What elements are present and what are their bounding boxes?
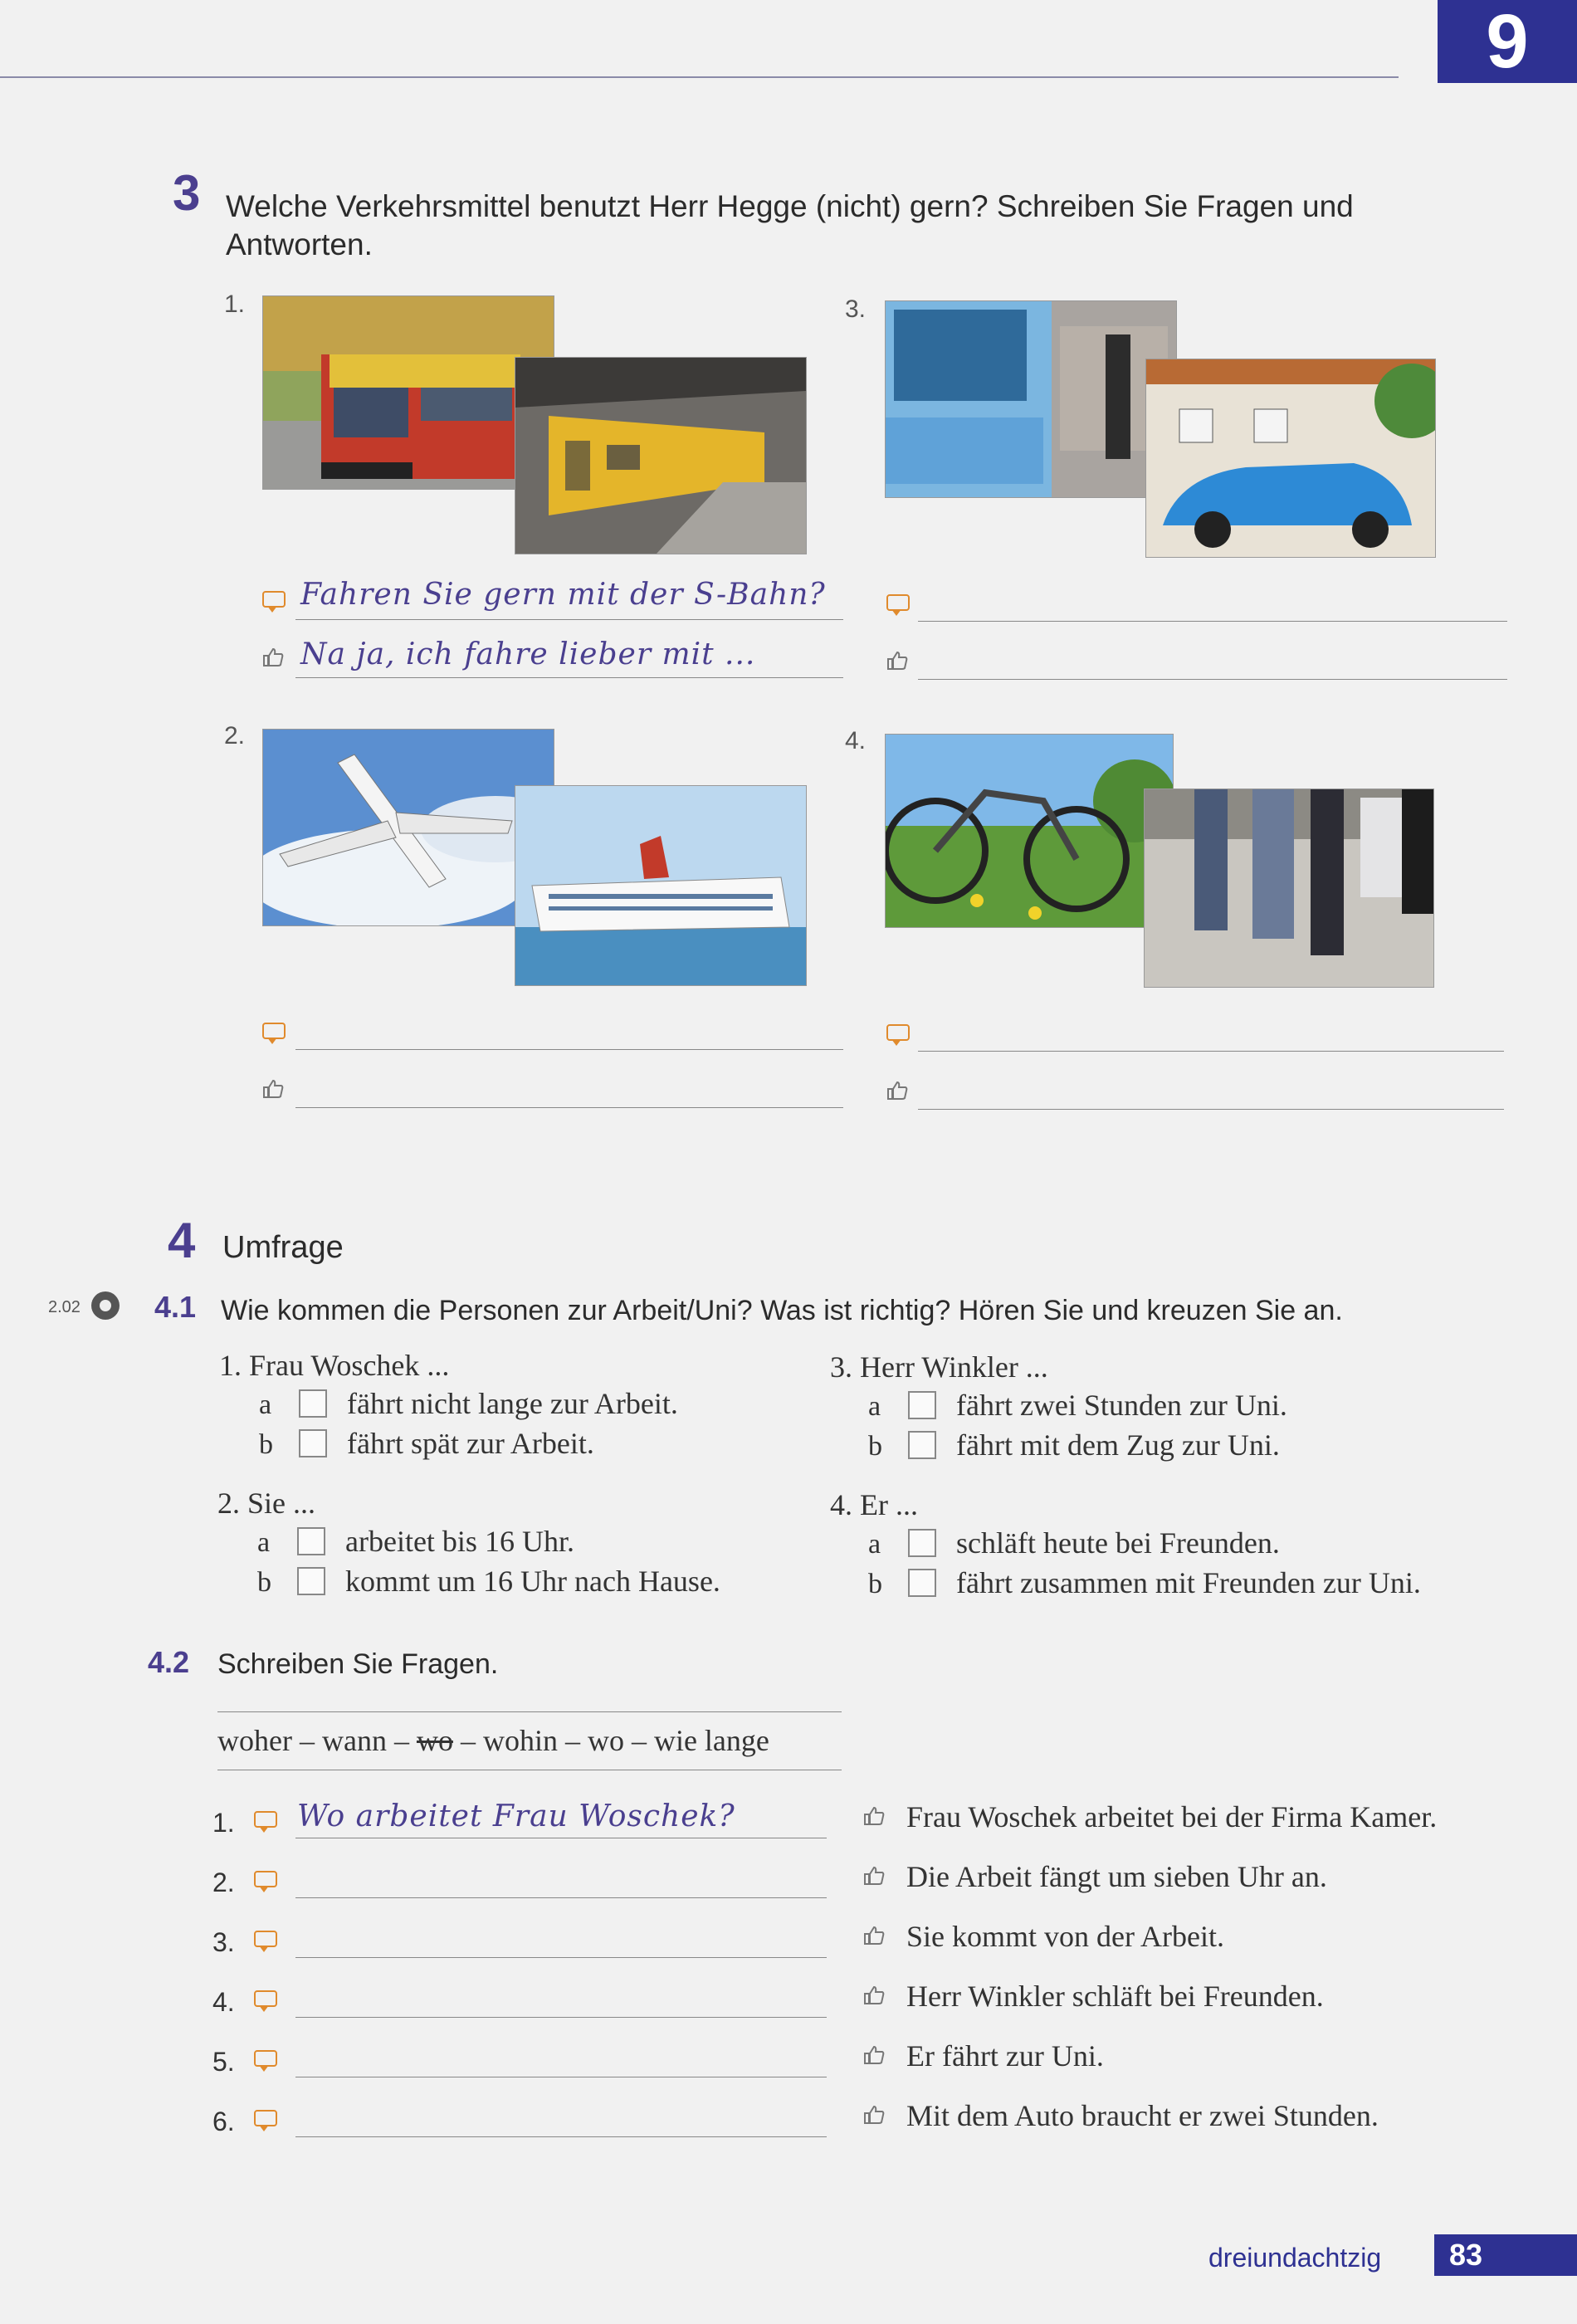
- question-bubble-icon: [254, 1990, 277, 2007]
- question-bubble-icon: [254, 1871, 277, 1887]
- option-letter-b: b: [868, 1431, 882, 1462]
- question-bubble-icon: [254, 1931, 277, 1947]
- question-bubble-icon: [254, 2110, 277, 2126]
- checkbox-2a[interactable]: [297, 1527, 325, 1555]
- audio-track-number: 2.02: [48, 1298, 81, 1316]
- answer-thumb-icon: [863, 1926, 885, 1946]
- exercise-3-number: 3: [173, 165, 201, 221]
- exercise-4-title: Umfrage: [222, 1230, 344, 1265]
- option-letter-a: a: [868, 1529, 881, 1560]
- question-bubble-icon: [262, 1023, 286, 1039]
- checkbox-1b[interactable]: [299, 1429, 327, 1457]
- page-number: 83: [1434, 2234, 1577, 2276]
- answer-thumb-icon: [863, 1806, 885, 1826]
- option-letter-b: b: [259, 1429, 273, 1460]
- item-4-number: 4.: [845, 727, 867, 754]
- row-number: 6.: [212, 2107, 235, 2136]
- exercise-3-instruction: [226, 188, 1487, 264]
- answer-line: [918, 1051, 1504, 1052]
- option-letter-a: a: [259, 1389, 272, 1420]
- row-number: 2.: [212, 1868, 235, 1897]
- cruise-ship-photo: [515, 785, 807, 986]
- checkbox-3a[interactable]: [908, 1391, 936, 1419]
- group-4-heading: 4. Er ...: [830, 1488, 918, 1521]
- exercise-4-1-number: 4.1: [154, 1290, 197, 1324]
- option-letter-b: b: [868, 1569, 882, 1599]
- item-1-answer[interactable]: Na ja, ich fahre lieber mit ...: [300, 637, 756, 671]
- question-words-pre: woher – wann –: [217, 1724, 417, 1757]
- group-2-heading: 2. Sie ...: [217, 1487, 316, 1520]
- checkbox-3b[interactable]: [908, 1431, 936, 1459]
- answer-line: [295, 2136, 827, 2137]
- item-1-number: 1.: [224, 290, 246, 318]
- answer-line: [295, 1897, 827, 1898]
- question-bubble-icon: [886, 594, 910, 611]
- answer-line: [918, 621, 1507, 622]
- answer-thumb-icon: [863, 1985, 885, 2005]
- answer-thumb-icon: [262, 647, 284, 667]
- answer-line: [295, 1049, 843, 1050]
- option-4b-text: fährt zusammen mit Freunden zur Uni.: [956, 1566, 1421, 1599]
- item-3-number: 3.: [845, 295, 867, 323]
- ubahn-photo: [515, 357, 807, 554]
- option-letter-b: b: [257, 1567, 271, 1598]
- airplane-photo: [262, 729, 554, 926]
- group-1-heading: 1. Frau Woschek ...: [219, 1349, 450, 1382]
- exercise-4-number: 4: [168, 1213, 196, 1268]
- option-letter-a: a: [868, 1391, 881, 1422]
- checkbox-4a[interactable]: [908, 1529, 936, 1557]
- question-bubble-icon: [254, 2050, 277, 2067]
- option-2a-text: arbeitet bis 16 Uhr.: [345, 1525, 574, 1558]
- car-photo: [1145, 359, 1436, 558]
- option-letter-a: a: [257, 1527, 271, 1558]
- bicycle-photo: [885, 734, 1174, 928]
- row-number: 5.: [212, 2047, 235, 2077]
- item-1-question: Fahren Sie gern mit der S-Bahn?: [300, 578, 826, 612]
- row-answer: Sie kommt von der Arbeit.: [906, 1920, 1224, 1953]
- checkbox-4b[interactable]: [908, 1569, 936, 1597]
- answer-line: [295, 619, 843, 620]
- option-3a-text: fährt zwei Stunden zur Uni.: [956, 1389, 1287, 1422]
- answer-line: [918, 679, 1507, 680]
- option-3b-text: fährt mit dem Zug zur Uni.: [956, 1428, 1280, 1462]
- row-answer: Die Arbeit fängt um sieben Uhr an.: [906, 1860, 1327, 1893]
- row-number: 1.: [212, 1808, 235, 1838]
- instruction-line-1: Welche Verkehrsmittel benutzt Herr Hegge (nicht) gern? Schreiben Sie Fragen und: [226, 189, 1354, 223]
- cd-icon[interactable]: [91, 1291, 120, 1320]
- question-bubble-icon: [254, 1811, 277, 1828]
- exercise-4-2-instruction: Schreiben Sie Fragen.: [217, 1648, 499, 1680]
- row-answer: Mit dem Auto braucht er zwei Stunden.: [906, 2099, 1379, 2132]
- row-question[interactable]: Wo arbeitet Frau Woschek?: [297, 1799, 735, 1833]
- chapter-tab: 9: [1438, 0, 1577, 83]
- bus-photo: [885, 300, 1177, 498]
- exercise-4-1-instruction: Wie kommen die Personen zur Arbeit/Uni? Was ist richtig? Hören Sie und kreuzen Sie an.: [221, 1295, 1343, 1326]
- word-box-top-rule: [217, 1711, 842, 1712]
- answer-thumb-icon: [886, 651, 908, 671]
- header-rule: [0, 76, 1399, 78]
- instruction-line-2: Antworten.: [226, 227, 373, 261]
- answer-line: [295, 1957, 827, 1958]
- answer-thumb-icon: [863, 2105, 885, 2125]
- question-words-post: – wohin – wo – wie lange: [452, 1724, 769, 1757]
- sbahn-photo: [262, 295, 554, 490]
- checkbox-1a[interactable]: [299, 1389, 327, 1418]
- question-words: [217, 1723, 769, 1758]
- row-answer: Herr Winkler schläft bei Freunden.: [906, 1980, 1324, 2013]
- checkbox-2b[interactable]: [297, 1567, 325, 1595]
- question-bubble-icon: [886, 1024, 910, 1041]
- answer-thumb-icon: [262, 1079, 284, 1099]
- row-answer: Frau Woschek arbeitet bei der Firma Kamer.: [906, 1800, 1438, 1833]
- answer-thumb-icon: [886, 1081, 908, 1101]
- answer-line: [918, 1109, 1504, 1110]
- answer-line: [295, 2017, 827, 2018]
- exercise-4-2-number: 4.2: [148, 1645, 190, 1679]
- question-word-struck: wo: [416, 1724, 453, 1757]
- answer-thumb-icon: [863, 1866, 885, 1886]
- row-number: 4.: [212, 1987, 235, 2017]
- item-2-number: 2.: [224, 722, 246, 749]
- option-4a-text: schläft heute bei Freunden.: [956, 1526, 1280, 1560]
- option-1a-text: fährt nicht lange zur Arbeit.: [347, 1387, 678, 1420]
- row-answer: Er fährt zur Uni.: [906, 2039, 1104, 2073]
- option-1b-text: fährt spät zur Arbeit.: [347, 1427, 594, 1460]
- group-3-heading: 3. Herr Winkler ...: [830, 1350, 1048, 1384]
- answer-thumb-icon: [863, 2045, 885, 2065]
- option-2b-text: kommt um 16 Uhr nach Hause.: [345, 1565, 720, 1598]
- row-number: 3.: [212, 1927, 235, 1957]
- question-bubble-icon: [262, 591, 286, 608]
- walking-people-photo: [1144, 788, 1434, 988]
- answer-line: [295, 1107, 843, 1108]
- answer-line: [295, 677, 843, 678]
- page-number-word: dreiundachtzig: [1208, 2243, 1382, 2273]
